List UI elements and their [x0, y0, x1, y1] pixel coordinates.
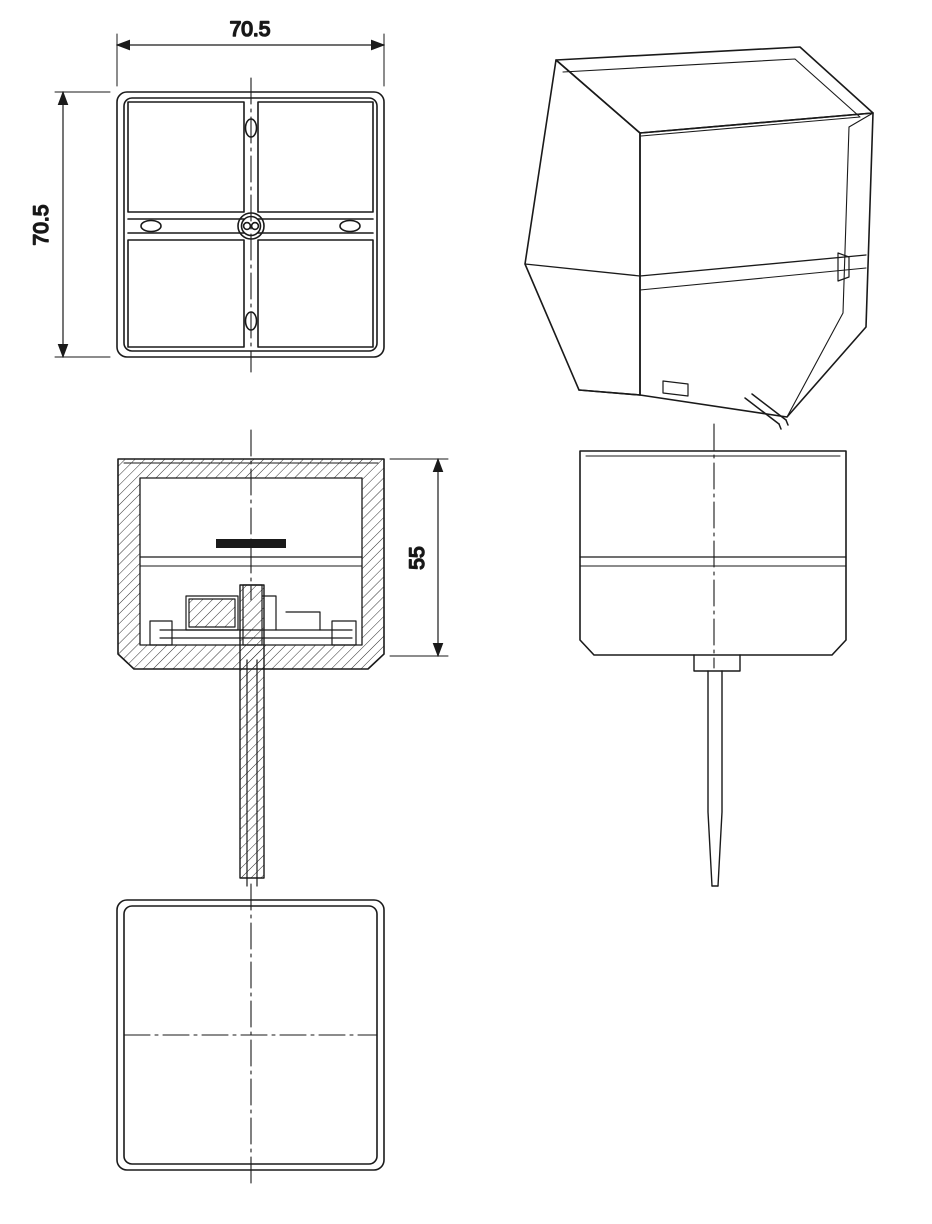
dimension-height	[55, 92, 110, 357]
view-section	[118, 430, 384, 886]
view-bottom	[117, 884, 384, 1186]
view-side	[580, 424, 846, 886]
view-top	[117, 78, 384, 372]
dimension-depth-label: 55	[406, 546, 429, 570]
dimension-height-label: 70.5	[30, 204, 53, 246]
bottom-view-centre-lines	[124, 884, 377, 1186]
dimension-width-label: 70.5	[229, 18, 271, 41]
side-view-wire-lead	[708, 671, 722, 886]
view-isometric	[525, 47, 873, 429]
